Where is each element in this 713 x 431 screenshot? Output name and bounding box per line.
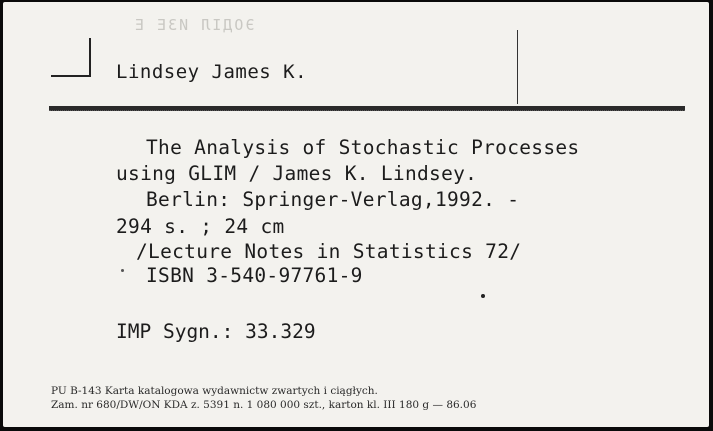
series-statement: /Lecture Notes in Statistics 72/ [136,240,522,263]
isbn-line: ISBN 3-540-97761-9 [146,264,363,287]
footer-form-title: PU B-143 Karta katalogowa wydawnictw zwartych i ciągłych. [51,385,378,397]
catalog-card [3,2,709,427]
call-number: IMP Sygn.: 33.329 [116,320,316,343]
ink-speck [121,269,124,272]
ink-dot [481,294,485,298]
title-line-2: using GLIM / James K. Lindsey. [116,162,478,185]
bleed-through-text: ЭОДІЛ ИЗЕ Е [133,16,255,34]
heading-rule [49,106,685,111]
corner-bracket-vertical [89,38,91,77]
physical-description: 294 s. ; 24 cm [116,215,285,238]
title-line-1: The Analysis of Stochastic Processes [146,136,580,159]
header-divider [517,30,518,104]
author-heading: Lindsey James K. [116,61,308,83]
corner-bracket-horizontal [51,75,91,77]
imprint-line: Berlin: Springer-Verlag,1992. - [146,188,520,211]
footer-print-info: Zam. nr 680/DW/ON KDA z. 5391 n. 1 080 000 szt., karton kl. III 180 g — 86.06 [51,399,477,411]
